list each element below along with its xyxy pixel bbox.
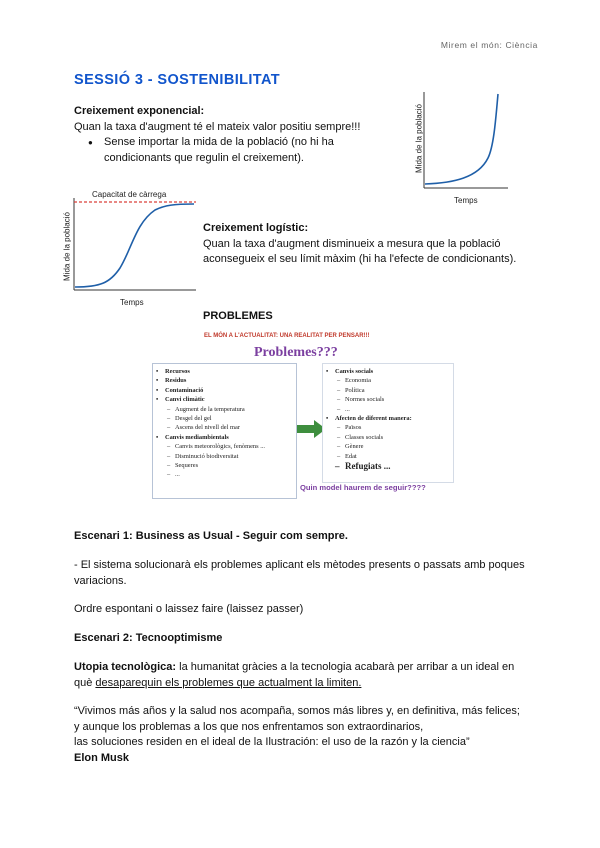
utopia-label: Utopia tecnològica: bbox=[74, 661, 177, 673]
logistic-chart-svg bbox=[60, 188, 200, 310]
slide-list-item: • Residus bbox=[153, 376, 296, 385]
header-course-label: Mirem el món: Ciència bbox=[440, 40, 538, 50]
slide-list-item: – Economia bbox=[323, 376, 453, 385]
quote-block bbox=[74, 704, 554, 766]
slide-list-item: – Desgel del gel bbox=[153, 414, 296, 423]
problems-slide bbox=[152, 333, 452, 501]
logistic-chart bbox=[60, 188, 200, 310]
quote-line-2: y aunque los problemas a los que nos enfrentamos son extraordinarios, bbox=[74, 720, 424, 733]
slide-right-box bbox=[322, 363, 454, 483]
scenario2-heading: Escenari 2: Tecnooptimisme bbox=[74, 632, 223, 644]
exponential-bullet bbox=[74, 135, 404, 166]
exponential-chart-svg bbox=[408, 86, 512, 208]
slide-list-item: • Contaminació bbox=[153, 386, 296, 395]
scenario1-text bbox=[74, 558, 544, 589]
exponential-heading: Creixement exponencial: bbox=[74, 105, 205, 117]
logistic-capacity-label: Capacitat de càrrega bbox=[92, 190, 167, 199]
slide-list-item: – Canvis meteorològics, fenòmens ... bbox=[153, 442, 296, 451]
scenario1-text-line-1: - El sistema solucionarà els problemes aplicant els mètodes presents o passats amb poques bbox=[74, 559, 525, 571]
slide-question: Quin model haurem de seguir???? bbox=[300, 483, 426, 492]
scenario1-text-line-2: variacions. bbox=[74, 574, 127, 587]
slide-list-item: • Afecten de diferent manera: bbox=[323, 414, 453, 423]
logistic-xlabel: Temps bbox=[120, 298, 144, 307]
slide-list-item: – Política bbox=[323, 386, 453, 395]
exponential-bullet-line-1: Sense importar la mida de la població (no hi ha bbox=[104, 136, 334, 148]
utopia-line-2 bbox=[74, 676, 544, 692]
exponential-chart bbox=[408, 86, 512, 208]
slide-title: Problemes??? bbox=[254, 345, 338, 360]
exponential-section bbox=[74, 104, 404, 166]
slide-list-item: • Canvis mediambientals bbox=[153, 433, 296, 442]
slide-refugiats-text: Refugiats ... bbox=[345, 461, 391, 472]
logistic-ylabel: Mida de la població bbox=[62, 212, 72, 281]
slide-list-item: – ... bbox=[323, 405, 453, 414]
slide-list-item: – Edat bbox=[323, 452, 453, 461]
slide-list-item: • Canvis socials bbox=[323, 367, 453, 376]
page-title: SESSIÓ 3 - SOSTENIBILITAT bbox=[74, 72, 281, 88]
slide-list-item: – Ascens del nivell del mar bbox=[153, 423, 296, 432]
slide-right-list bbox=[323, 364, 453, 461]
slide-list-item: • Recursos bbox=[153, 367, 296, 376]
utopia-text-2a: què bbox=[74, 676, 96, 689]
exponential-bullet-line-2: condicionants que regulin el creixement). bbox=[104, 151, 304, 164]
utopia-text-2b: desaparequin els problemes que actualment la limiten. bbox=[95, 676, 362, 689]
exponential-text: Quan la taxa d'augment té el mateix valor positiu sempre!!! bbox=[74, 120, 361, 133]
slide-list-item: – Augment de la temperatura bbox=[153, 405, 296, 414]
slide-left-box bbox=[152, 363, 297, 499]
logistic-text-line-1: Quan la taxa d'augment disminueix a mesura que la població bbox=[203, 237, 501, 250]
utopia-paragraph bbox=[74, 660, 544, 691]
utopia-line-1 bbox=[74, 660, 544, 676]
slide-list-item: – ... bbox=[153, 470, 296, 479]
slide-list-item: – Disminució biodiversitat bbox=[153, 452, 296, 461]
exponential-bullets bbox=[74, 135, 404, 166]
problems-heading: PROBLEMES bbox=[203, 310, 273, 322]
quote-line-3: las soluciones residen en el ideal de la Ilustración: el uso de la razón y la ciencia” bbox=[74, 736, 470, 748]
exponential-xlabel: Temps bbox=[454, 196, 478, 205]
quote-line-1: “Vivimos más años y la salud nos acompaña, somos más libres y, en definitiva, más felices; bbox=[74, 705, 520, 717]
logistic-curve bbox=[75, 204, 194, 287]
slide-list-item: – Gènere bbox=[323, 442, 453, 451]
quote-author: Elon Musk bbox=[74, 751, 130, 764]
slide-top-caption: EL MÓN A L'ACTUALITAT: UNA REALITAT PER PENSAR!!! bbox=[204, 333, 370, 339]
slide-left-list bbox=[153, 364, 296, 480]
slide-list-item: • Canvi climàtic bbox=[153, 395, 296, 404]
logistic-heading: Creixement logístic: bbox=[203, 222, 309, 234]
logistic-text-line-2: aconsegueix el seu límit màxim (hi ha l'efecte de condicionants). bbox=[203, 253, 517, 265]
scenario1-laissez-faire: Ordre espontani o laissez faire (laissez passer) bbox=[74, 603, 304, 615]
utopia-text: la humanitat gràcies a la tecnologia acabarà per arribar a un ideal en bbox=[176, 661, 515, 673]
exponential-curve bbox=[425, 94, 498, 184]
slide-refugiats: – Refugiats ... bbox=[335, 461, 391, 472]
slide-list-item: – Classes socials bbox=[323, 433, 453, 442]
scenario1-heading: Escenari 1: Business as Usual - Seguir com sempre. bbox=[74, 530, 348, 542]
exponential-ylabel: Mida de la població bbox=[414, 104, 424, 173]
logistic-section bbox=[203, 221, 533, 268]
slide-list-item: – Normes socials bbox=[323, 395, 453, 404]
slide-list-item: – Països bbox=[323, 423, 453, 432]
slide-list-item: – Sequeres bbox=[153, 461, 296, 470]
